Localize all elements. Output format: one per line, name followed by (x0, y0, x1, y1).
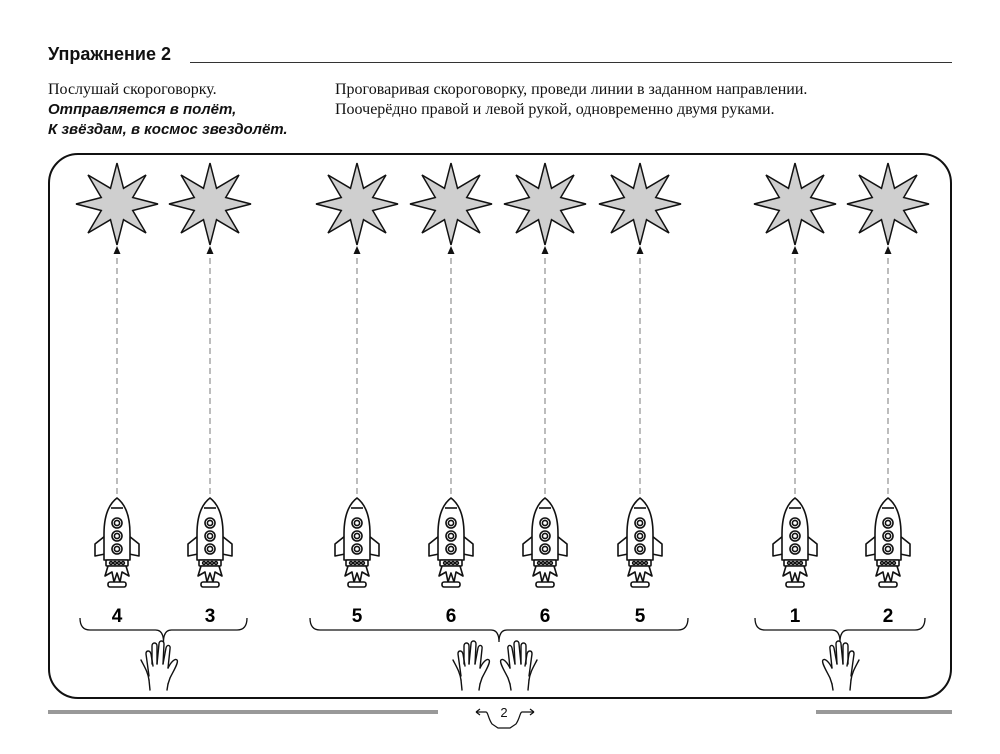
rocket-number: 3 (204, 606, 216, 627)
group-brace (755, 618, 925, 642)
rocket-icon (773, 498, 817, 587)
arrow-head (542, 246, 549, 254)
arrow-head (885, 246, 892, 254)
footer-bar-right (816, 710, 952, 714)
right-hand-icon (501, 641, 537, 690)
rocket-number: 2 (882, 606, 894, 627)
listen-instruction: Послушай скороговорку. (48, 81, 217, 98)
arrow-head (207, 246, 214, 254)
rocket-icon (188, 498, 232, 587)
rocket-icon (618, 498, 662, 587)
star-icon (76, 163, 158, 245)
star-icon (504, 163, 586, 245)
stars-row (76, 163, 929, 245)
hand-icons (141, 641, 859, 690)
group-brace (80, 618, 247, 642)
star-icon (754, 163, 836, 245)
arrow-head (114, 246, 121, 254)
rocket-numbers (112, 606, 894, 627)
star-icon (169, 163, 251, 245)
star-icon (599, 163, 681, 245)
group-brace (310, 618, 688, 642)
rhyme-line-1: Отправляется в полёт, (48, 101, 237, 118)
rocket-icon (523, 498, 567, 587)
rocket-icon (429, 498, 473, 587)
arrow-head (354, 246, 361, 254)
footer-bar-left (48, 710, 438, 714)
arrow-head (637, 246, 644, 254)
rockets-row (95, 498, 910, 587)
draw-instruction: Проговаривая скороговорку, проведи линии в заданном направлении. (335, 81, 808, 98)
page-number: 2 (500, 705, 508, 720)
star-icon (410, 163, 492, 245)
rocket-number: 1 (789, 606, 801, 627)
left-hand-icon (453, 641, 489, 690)
right-hand-icon (823, 641, 859, 690)
left-hand-icon (141, 641, 177, 690)
star-icon (847, 163, 929, 245)
star-icon (316, 163, 398, 245)
dashed-guide-lines (114, 246, 892, 494)
rocket-number: 5 (351, 606, 363, 627)
arrow-head (792, 246, 799, 254)
rocket-number: 5 (634, 606, 646, 627)
rocket-number: 6 (445, 606, 457, 627)
exercise-title: Упражнение 2 (48, 44, 171, 64)
rocket-icon (335, 498, 379, 587)
rocket-number: 6 (539, 606, 551, 627)
hands-instruction: Поочерёдно правой и левой рукой, одновременно двумя руками. (335, 101, 775, 118)
rocket-number: 4 (111, 606, 123, 627)
rocket-icon (866, 498, 910, 587)
rocket-icon (95, 498, 139, 587)
arrow-head (448, 246, 455, 254)
rhyme-line-2: К звёздам, в космос звездолёт. (48, 121, 288, 138)
